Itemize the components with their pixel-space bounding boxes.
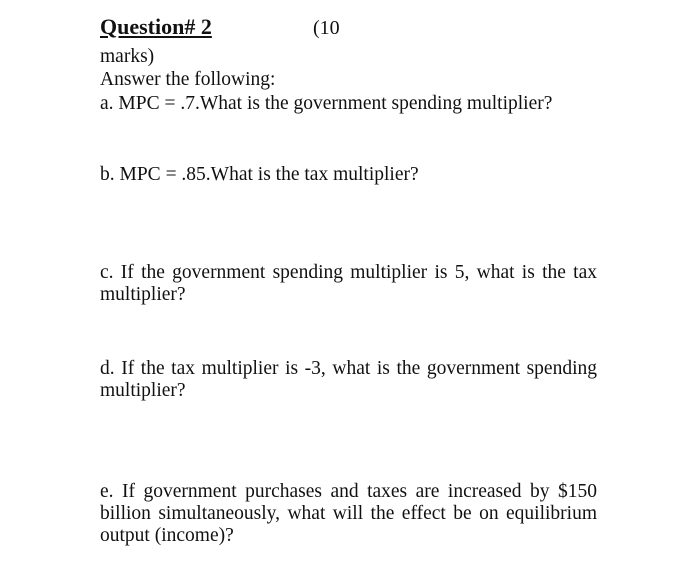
question-item-a: a. MPC = .7.What is the government spending multiplier? [100,93,553,114]
question-item-e: e. If government purchases and taxes are increased by $150 billion simultaneously, what will the effect be on equilibrium output (income)? [100,481,597,546]
question-item-d: d. If the tax multiplier is -3, what is the government spending multiplier? [100,358,597,401]
question-item-c: c. If the government spending multiplier is 5, what is the tax multiplier? [100,262,597,305]
instruction-text: Answer the following: [100,69,276,90]
marks-label-close: marks) [100,46,155,67]
question-item-b: b. MPC = .85.What is the tax multiplier? [100,164,419,185]
question-title: Question# 2 [100,14,212,39]
marks-label-open: (10 [313,17,340,39]
